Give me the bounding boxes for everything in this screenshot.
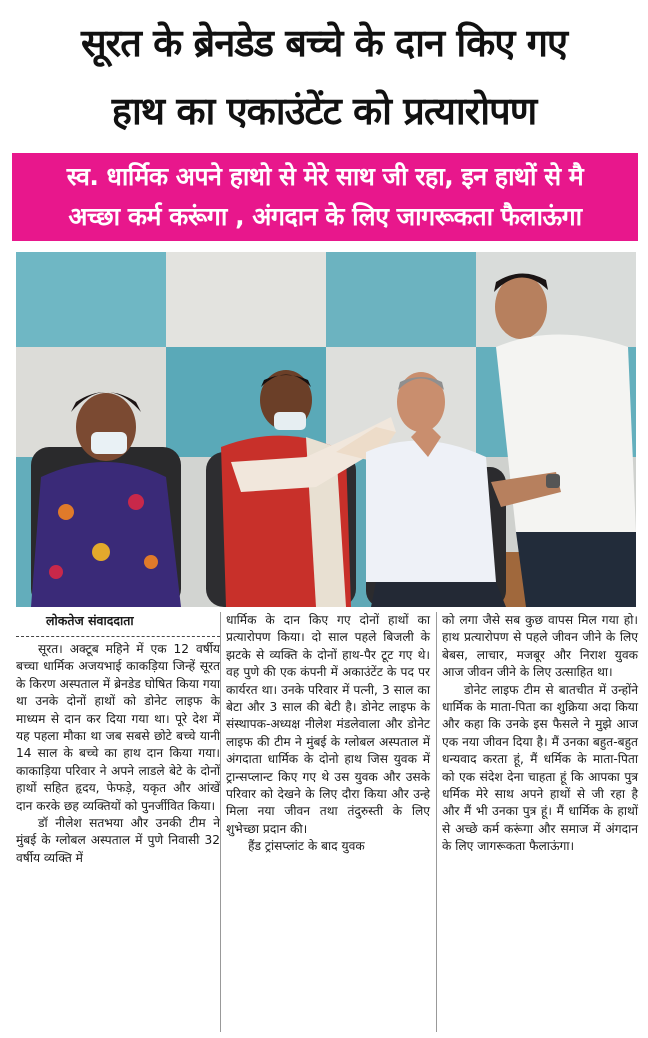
byline-divider [16, 636, 220, 637]
paragraph: को लगा जैसे सब कुछ वापस मिल गया हो। हाथ प्रत्यारोपण से पहले जीवन जीने के लिए बेबस, लाचार, मजबूर और निराश युवक आज जीवन जीने के लिए उत्साहित था। [442, 613, 638, 680]
subheadline-line-1: स्व. धार्मिक अपने हाथो से मेरे साथ जी रहा, इन हाथों से मै [66, 162, 584, 191]
headline-line-1: सूरत के ब्रेनडेड बच्चे के दान किए गए [80, 21, 568, 65]
subheadline-line-2: अच्छा कर्म करूंगा , अंगदान के लिए जागरूकता फैलाऊंगा [68, 202, 582, 231]
paragraph: डोनेट लाइफ टीम से बातचीत में उन्होंने धार्मिक के माता-पिता का शुक्रिया अदा किया और कहा कि उनके इस फैसले ने मुझे आज एक नया जीवन दिया है। मैं उनका बहुत-बहुत धन्यवाद करता हूं, मैं धर्मिक के माता-पिता को एक संदेश देना चाहता हूं कि आपका पुत्र धर्मिक मेरे साथ अपने हाथों से जी रहा है और मैं भी उनका पुत्र हूं। मैं धार्मिक के हाथों से अच्छे कर्म करूंगा और समाज में अंगदान के लिए जागरूकता फैलाऊंगा। [442, 682, 638, 854]
paragraph: डॉ नीलेश सतभया और उनकी टीम ने मुंबई के ग्लोबल अस्पताल में पुणे निवासी 32 वर्षीय व्यक्ति में [16, 816, 220, 865]
column-divider [220, 612, 221, 1032]
headline-line-2: हाथ का एकाउंटेंट को प्रत्यारोपण [111, 89, 537, 133]
column-divider [436, 612, 437, 1032]
paragraph: सूरत। अक्टूब महिने में एक 12 वर्षीय बच्चा धार्मिक अजयभाई काकड़िया जिन्हें सूरत के किरण अस्पताल में ब्रेनडेड घोषित किया गया था उनके दोनों हाथों को डोनेट लाइफ के माध्यम से दान कर दिया गया था। पूरे देश में यह पहला मौका था जब सबसे छोटे बच्चे यानी 14 साल के बच्चे का हाथ दान किया गया। काकाड़िया परिवार ने अपने लाडले बेटे के दोनों हाथों सहित हृदय, फेफड़े, यकृत और आंखें दान करके छह व्यक्तियों को पुनर्जीवित किया। [16, 642, 220, 813]
article-column-1 [16, 612, 220, 1032]
article-column-2 [226, 612, 430, 1032]
news-photo [16, 252, 636, 607]
subheadline-banner [12, 153, 638, 241]
paragraph: धार्मिक के दान किए गए दोनों हाथों का प्रत्यारोपण किया। दो साल पहले बिजली के झटके से व्यक्ति के दोनों हाथ-पैर टूट गए थे। वह पुणे की एक कंपनी में अकाउंटेंट के पद पर कार्यरत था। उनके परिवार में पत्नी, 3 साल का बेटा और 3 साल की बेटी है। डोनेट लाइफ के संस्थापक-अध्यक्ष नीलेश मंडलेवाला और डोनेट लाइफ की टीम ने मुंबई के ग्लोबल अस्पताल में अंगदाता धार्मिक के दोनो हाथ जिस युवक में ट्रान्सप्लान्ट किए गए थे उस युवक और उसके परिवार को देखने के लिए दौरा किया और उन्हे मिला नया जीवन तथा तंदुरुस्ती के लिए शुभेच्छा प्रदान की। [226, 613, 430, 836]
paragraph: हैंड ट्रांसप्लांट के बाद युवक [248, 839, 365, 854]
byline: लोकतेज संवाददाता [46, 613, 134, 628]
article-column-3 [442, 612, 638, 1032]
